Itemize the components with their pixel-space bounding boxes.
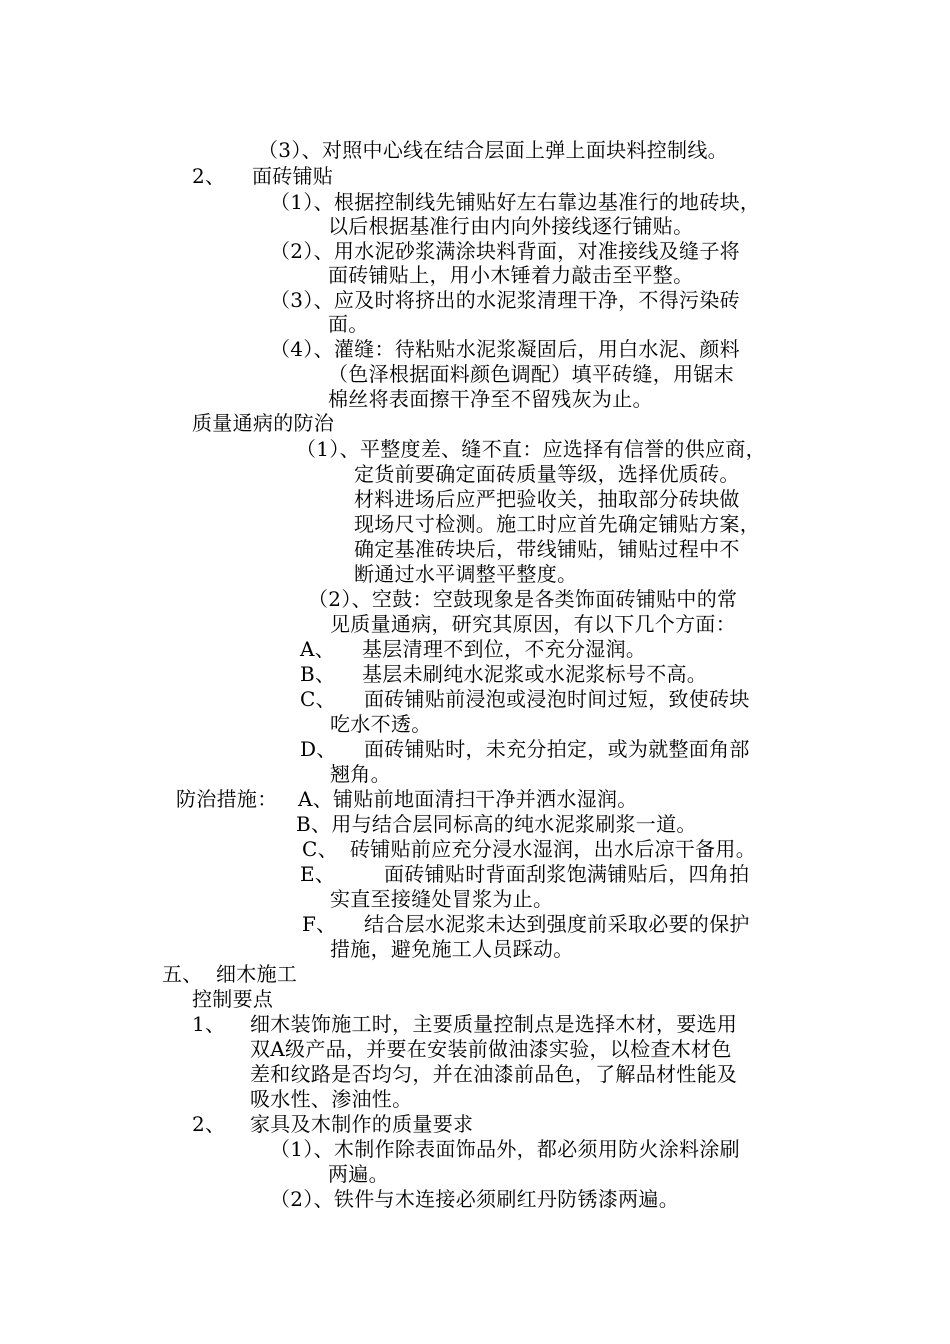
cause-c-line-2: 吃水不透。 — [330, 712, 432, 736]
tile-step-4-line-1: （4）、灌缝：待粘贴水泥浆凝固后，用白水泥、颜料 — [270, 337, 740, 361]
section-number: 五、 — [162, 962, 203, 986]
tile-step-3-line-2: 面。 — [328, 312, 369, 336]
measure-text: 结合层水泥浆未达到强度前采取必要的保护 — [364, 912, 750, 936]
cause-text: 基层清理不到位，不充分湿润。 — [362, 637, 647, 661]
item-2-heading — [192, 163, 333, 189]
quality-defects-heading: 质量通病的防治 — [192, 411, 335, 435]
tile-step-2-line-2: 面砖铺贴上，用小木锤着力敲击至平整。 — [328, 263, 694, 287]
defect-2-line-1: （2）、空鼓：空鼓现象是各类饰面砖铺贴中的常 — [308, 587, 738, 611]
defect-1-line-1: （1）、平整度差、缝不直：应选择有信誉的供应商， — [296, 437, 766, 461]
measure-f-line-2: 措施，避免施工人员踩动。 — [330, 937, 574, 961]
carpentry-item-1-line-4: 吸水性、渗油性。 — [250, 1087, 413, 1111]
cause-number: B、 — [300, 662, 336, 686]
carpentry-item-1 — [192, 1011, 737, 1037]
section-5-heading — [162, 961, 297, 987]
tile-step-4-line-3: 棉丝将表面擦干净至不留残灰为止。 — [328, 387, 653, 411]
measure-c — [302, 836, 756, 862]
defect-1-line-4: 现场尺寸检测。施工时应首先确定铺贴方案， — [354, 512, 760, 536]
defect-1-line-3: 材料进场后应严把验收关，抽取部分砖块做 — [354, 487, 740, 511]
measure-number: A、 — [298, 787, 334, 811]
tile-step-4-line-2: （色泽根据面料颜色调配）填平砖缝，用锯末 — [328, 362, 734, 386]
section-title: 细木施工 — [216, 962, 298, 986]
carpentry-step-1-line-2: 两遍。 — [328, 1162, 389, 1186]
item-number: 1、 — [192, 1012, 226, 1036]
measures-label: 防治措施： — [176, 787, 278, 811]
cause-d — [300, 736, 750, 762]
step-3-control-line: （3）、对照中心线在结合层面上弹上面块料控制线。 — [258, 138, 728, 162]
measure-text: 面砖铺贴时背面刮浆饱满铺贴后，四角拍 — [384, 862, 750, 886]
item-number: 2、 — [192, 164, 226, 188]
measure-number: F、 — [302, 912, 337, 936]
cause-b — [300, 661, 707, 687]
tile-step-2-line-1: （2）、用水泥砂浆满涂块料背面，对准接线及缝子将 — [270, 239, 740, 263]
cause-a — [300, 636, 646, 662]
carpentry-item-2 — [192, 1111, 473, 1137]
measure-b — [296, 811, 697, 837]
cause-text: 面砖铺贴时，未充分拍定，或为就整面角部 — [364, 737, 750, 761]
carpentry-step-2: （2）、铁件与木连接必须刷红丹防锈漆两遍。 — [270, 1187, 680, 1211]
defect-1-line-5: 确定基准砖块后，带线铺贴，铺贴过程中不 — [354, 537, 740, 561]
measure-number: C、 — [302, 837, 338, 861]
cause-number: A、 — [300, 637, 336, 661]
tile-step-1-line-2: 以后根据基准行由内向外接线逐行铺贴。 — [328, 214, 694, 238]
measures-row-a — [176, 786, 638, 812]
cause-text: 基层未刷纯水泥浆或水泥浆标号不高。 — [362, 662, 708, 686]
defect-1-line-2: 定货前要确定面砖质量等级，选择优质砖。 — [354, 462, 740, 486]
measure-e — [300, 861, 749, 887]
measure-f — [302, 911, 750, 937]
carpentry-item-1-line-2: 双A级产品，并要在安装前做油漆实验，以检查木材色 — [250, 1037, 732, 1061]
item-title: 面砖铺贴 — [252, 164, 334, 188]
measure-text: 砖铺贴前应充分浸水湿润，出水后凉干备用。 — [350, 837, 756, 861]
tile-step-1-line-1: （1）、根据控制线先铺贴好左右靠边基准行的地砖块， — [270, 190, 761, 214]
defect-2-line-2: 见质量通病，研究其原因，有以下几个方面： — [330, 612, 736, 636]
carpentry-item-1-line-3: 差和纹路是否均匀，并在油漆前品色，了解品材性能及 — [250, 1062, 738, 1086]
item-title: 家具及木制作的质量要求 — [250, 1112, 474, 1136]
cause-c — [300, 686, 750, 712]
item-number: 2、 — [192, 1112, 226, 1136]
cause-d-line-2: 翘角。 — [330, 762, 391, 786]
cause-number: D、 — [300, 737, 337, 761]
measure-number: B、 — [296, 812, 332, 836]
measure-text: 铺贴前地面清扫干净并洒水湿润。 — [333, 787, 638, 811]
carpentry-step-1-line-1: （1）、木制作除表面饰品外，都必须用防火涂料涂刷 — [270, 1137, 740, 1161]
cause-number: C、 — [300, 687, 336, 711]
measure-number: E、 — [300, 862, 336, 886]
control-points-heading: 控制要点 — [192, 987, 274, 1011]
item-text: 细木装饰施工时，主要质量控制点是选择木材，要选用 — [250, 1012, 738, 1036]
tile-step-3-line-1: （3）、应及时将挤出的水泥浆清理干净，不得污染砖 — [270, 288, 740, 312]
measure-text: 用与结合层同标高的纯水泥浆刷浆一道。 — [331, 812, 697, 836]
cause-text: 面砖铺贴前浸泡或浸泡时间过短，致使砖块 — [364, 687, 750, 711]
defect-1-line-6: 断通过水平调整平整度。 — [354, 562, 578, 586]
measure-e-line-2: 实直至接缝处冒浆为止。 — [330, 887, 554, 911]
